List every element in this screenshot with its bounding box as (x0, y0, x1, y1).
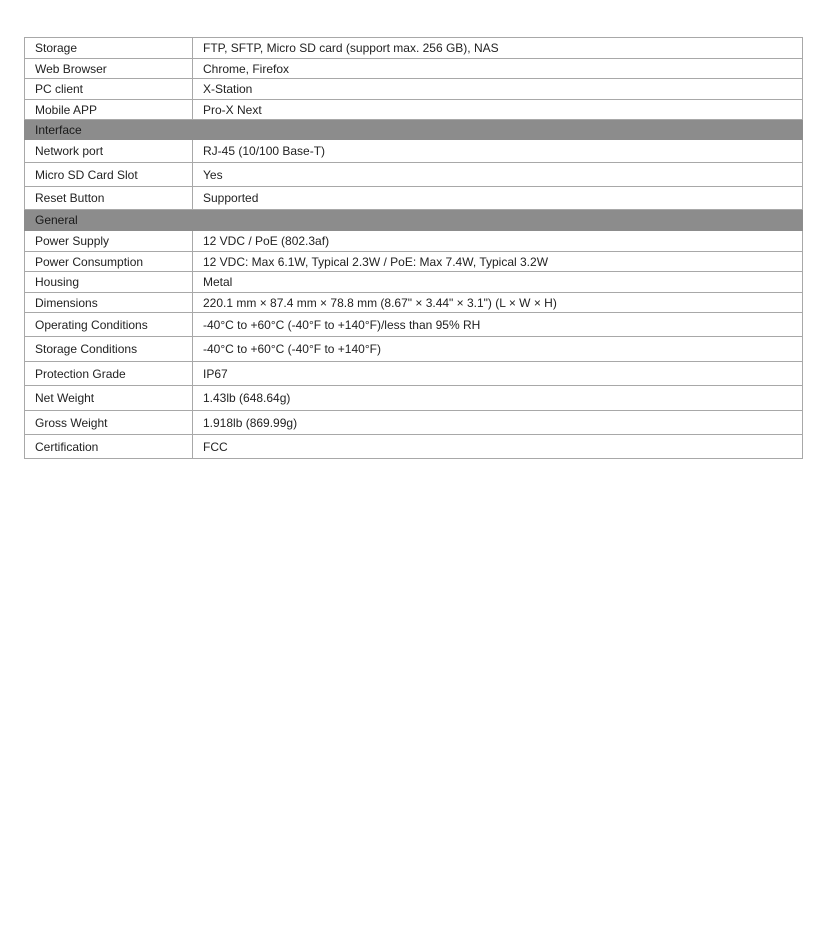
spec-row (25, 337, 803, 362)
spec-row (25, 411, 803, 435)
spec-table-body (25, 38, 803, 459)
spec-value: Supported (193, 187, 803, 210)
spec-label: Mobile APP (25, 100, 193, 120)
spec-value: Chrome, Firefox (193, 59, 803, 79)
spec-row (25, 79, 803, 100)
spec-value: 220.1 mm × 87.4 mm × 78.8 mm (8.67" × 3.44" × 3.1") (L × W × H) (193, 293, 803, 313)
spec-value: FCC (193, 435, 803, 459)
spec-row (25, 435, 803, 459)
section-header-label: General (25, 210, 803, 231)
spec-label: PC client (25, 79, 193, 100)
section-header-label: Interface (25, 120, 803, 140)
spec-label: Power Supply (25, 231, 193, 252)
spec-label: Micro SD Card Slot (25, 163, 193, 187)
spec-row (25, 187, 803, 210)
spec-label: Net Weight (25, 386, 193, 411)
spec-row (25, 252, 803, 272)
spec-row (25, 163, 803, 187)
spec-value: X-Station (193, 79, 803, 100)
spec-row (25, 100, 803, 120)
spec-label: Reset Button (25, 187, 193, 210)
spec-label: Power Consumption (25, 252, 193, 272)
spec-row (25, 59, 803, 79)
spec-row (25, 140, 803, 163)
spec-value: IP67 (193, 362, 803, 386)
spec-table (24, 37, 803, 459)
spec-value: -40°C to +60°C (-40°F to +140°F) (193, 337, 803, 362)
section-header-row (25, 120, 803, 140)
spec-label: Certification (25, 435, 193, 459)
spec-value: Yes (193, 163, 803, 187)
spec-value: -40°C to +60°C (-40°F to +140°F)/less than 95% RH (193, 313, 803, 337)
spec-value: RJ-45 (10/100 Base-T) (193, 140, 803, 163)
spec-label: Storage (25, 38, 193, 59)
spec-value: Metal (193, 272, 803, 293)
spec-row (25, 38, 803, 59)
spec-label: Web Browser (25, 59, 193, 79)
spec-value: 12 VDC / PoE (802.3af) (193, 231, 803, 252)
spec-label: Protection Grade (25, 362, 193, 386)
spec-label: Operating Conditions (25, 313, 193, 337)
spec-row (25, 231, 803, 252)
spec-row (25, 272, 803, 293)
spec-value: FTP, SFTP, Micro SD card (support max. 256 GB), NAS (193, 38, 803, 59)
spec-label: Housing (25, 272, 193, 293)
spec-row (25, 293, 803, 313)
spec-label: Network port (25, 140, 193, 163)
spec-row (25, 362, 803, 386)
section-header-row (25, 210, 803, 231)
spec-value: 1.43lb (648.64g) (193, 386, 803, 411)
spec-row (25, 386, 803, 411)
spec-value: Pro-X Next (193, 100, 803, 120)
spec-value: 1.918lb (869.99g) (193, 411, 803, 435)
spec-label: Storage Conditions (25, 337, 193, 362)
spec-value: 12 VDC: Max 6.1W, Typical 2.3W / PoE: Max 7.4W, Typical 3.2W (193, 252, 803, 272)
spec-label: Dimensions (25, 293, 193, 313)
spec-row (25, 313, 803, 337)
spec-label: Gross Weight (25, 411, 193, 435)
